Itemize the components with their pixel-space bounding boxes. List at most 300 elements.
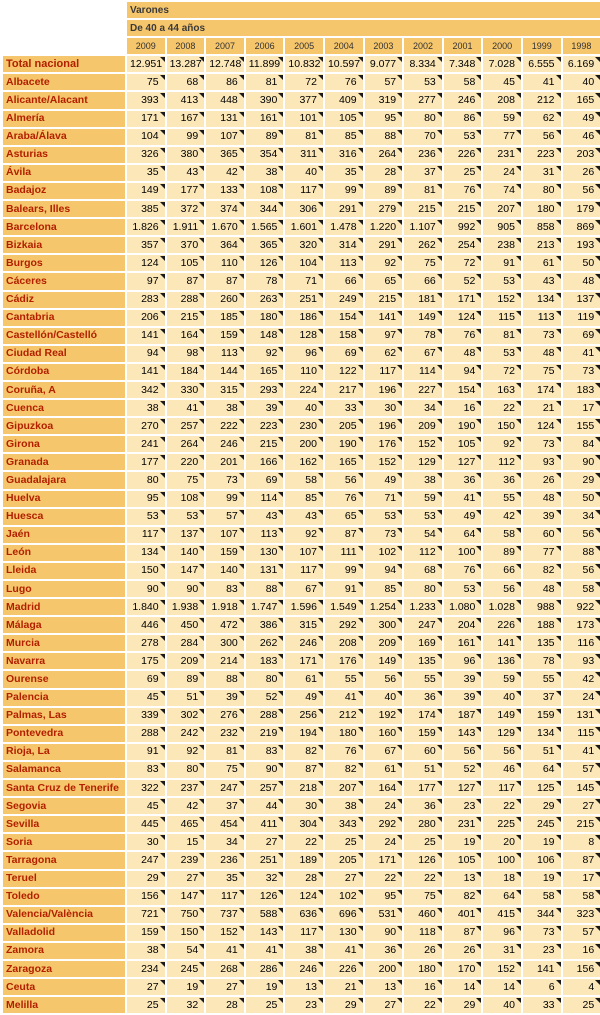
table-row [3, 581, 600, 597]
table-row [3, 762, 600, 778]
value-cell: 16 [563, 943, 600, 959]
value-cell: 7.028 [483, 56, 521, 72]
value-cell: 59 [483, 111, 521, 127]
value-cell: 94 [365, 563, 403, 579]
value-cell: 41 [563, 346, 600, 362]
value-cell: 130 [246, 545, 284, 561]
value-cell: 62 [523, 111, 561, 127]
value-cell: 83 [246, 744, 284, 760]
value-cell: 105 [325, 111, 363, 127]
value-cell: 117 [285, 183, 323, 199]
value-cell: 60 [404, 744, 442, 760]
value-cell: 23 [285, 997, 323, 1013]
value-cell: 283 [127, 292, 165, 308]
value-cell: 31 [483, 943, 521, 959]
value-cell: 164 [365, 780, 403, 796]
value-cell: 113 [206, 346, 244, 362]
value-cell: 177 [127, 454, 165, 470]
value-cell: 58 [483, 527, 521, 543]
value-cell: 53 [167, 509, 205, 525]
table-row [3, 436, 600, 452]
value-cell: 110 [206, 255, 244, 271]
value-cell: 89 [246, 129, 284, 145]
value-cell: 215 [404, 201, 442, 217]
value-cell: 152 [483, 292, 521, 308]
value-cell: 35 [325, 165, 363, 181]
value-cell: 87 [285, 762, 323, 778]
row-label: Córdoba [3, 364, 125, 380]
value-cell: 1.670 [206, 219, 244, 235]
value-cell: 129 [404, 454, 442, 470]
value-cell: 204 [444, 617, 482, 633]
value-cell: 54 [404, 527, 442, 543]
table-row [3, 907, 600, 923]
value-cell: 50 [563, 491, 600, 507]
value-cell: 40 [563, 74, 600, 90]
value-cell: 76 [325, 491, 363, 507]
value-cell: 74 [483, 183, 521, 199]
value-cell: 988 [523, 599, 561, 615]
table-row [3, 889, 600, 905]
value-cell: 77 [483, 129, 521, 145]
value-cell: 111 [325, 545, 363, 561]
value-cell: 196 [365, 382, 403, 398]
year-header: 2001 [444, 38, 482, 54]
table-row [3, 346, 600, 362]
value-cell: 85 [325, 129, 363, 145]
row-label: Palencia [3, 690, 125, 706]
value-cell: 78 [246, 273, 284, 289]
value-cell: 8.334 [404, 56, 442, 72]
row-label: Total nacional [3, 56, 125, 72]
value-cell: 365 [206, 147, 244, 163]
table-row [3, 201, 600, 217]
value-cell: 161 [444, 635, 482, 651]
value-cell: 141 [365, 310, 403, 326]
value-cell: 183 [246, 653, 284, 669]
value-cell: 117 [365, 364, 403, 380]
value-cell: 56 [444, 744, 482, 760]
value-cell: 82 [285, 744, 323, 760]
table-row [3, 328, 600, 344]
value-cell: 85 [365, 581, 403, 597]
table-row [3, 816, 600, 832]
value-cell: 36 [365, 943, 403, 959]
value-cell: 206 [127, 310, 165, 326]
row-label: León [3, 545, 125, 561]
value-cell: 55 [325, 671, 363, 687]
value-cell: 245 [523, 816, 561, 832]
value-cell: 156 [563, 961, 600, 977]
value-cell: 88 [365, 129, 403, 145]
value-cell: 162 [285, 454, 323, 470]
table-row [3, 509, 600, 525]
value-cell: 24 [365, 798, 403, 814]
value-cell: 27 [563, 798, 600, 814]
year-header: 2000 [483, 38, 521, 54]
value-cell: 454 [206, 816, 244, 832]
table-row [3, 798, 600, 814]
value-cell: 246 [285, 961, 323, 977]
value-cell: 108 [167, 491, 205, 507]
value-cell: 127 [444, 780, 482, 796]
value-cell: 76 [444, 328, 482, 344]
value-cell: 76 [325, 744, 363, 760]
value-cell: 61 [365, 762, 403, 778]
value-cell: 134 [127, 545, 165, 561]
value-cell: 27 [127, 979, 165, 995]
value-cell: 192 [365, 708, 403, 724]
value-cell: 53 [444, 581, 482, 597]
value-cell: 1.840 [127, 599, 165, 615]
value-cell: 88 [206, 671, 244, 687]
value-cell: 55 [483, 491, 521, 507]
value-cell: 66 [404, 273, 442, 289]
table-row [3, 545, 600, 561]
value-cell: 124 [523, 418, 561, 434]
value-cell: 260 [206, 292, 244, 308]
value-cell: 58 [563, 889, 600, 905]
value-cell: 75 [523, 364, 561, 380]
value-cell: 236 [404, 147, 442, 163]
value-cell: 284 [167, 635, 205, 651]
value-cell: 24 [563, 690, 600, 706]
value-cell: 134 [523, 726, 561, 742]
value-cell: 89 [483, 545, 521, 561]
value-cell: 56 [563, 563, 600, 579]
row-label: Murcia [3, 635, 125, 651]
value-cell: 696 [325, 907, 363, 923]
value-cell: 1.601 [285, 219, 323, 235]
value-cell: 91 [325, 581, 363, 597]
row-label: Castellón/Castelló [3, 328, 125, 344]
value-cell: 137 [167, 527, 205, 543]
value-cell: 127 [444, 454, 482, 470]
value-cell: 65 [365, 273, 403, 289]
table-row [3, 925, 600, 941]
value-cell: 41 [563, 744, 600, 760]
value-cell: 90 [246, 762, 284, 778]
value-cell: 13 [365, 979, 403, 995]
value-cell: 113 [523, 310, 561, 326]
value-cell: 81 [483, 328, 521, 344]
value-cell: 22 [404, 871, 442, 887]
value-cell: 76 [325, 74, 363, 90]
value-cell: 53 [483, 346, 521, 362]
value-cell: 390 [246, 92, 284, 108]
value-cell: 27 [246, 834, 284, 850]
row-label: Barcelona [3, 219, 125, 235]
value-cell: 68 [404, 563, 442, 579]
value-cell: 241 [127, 436, 165, 452]
value-cell: 71 [285, 273, 323, 289]
table-row [3, 997, 600, 1013]
row-label: Huelva [3, 491, 125, 507]
table-row [3, 418, 600, 434]
value-cell: 149 [483, 708, 521, 724]
value-cell: 326 [127, 147, 165, 163]
value-cell: 91 [127, 744, 165, 760]
value-cell: 152 [483, 961, 521, 977]
table-row [3, 111, 600, 127]
value-cell: 203 [563, 147, 600, 163]
value-cell: 23 [444, 798, 482, 814]
value-cell: 94 [444, 364, 482, 380]
value-cell: 19 [523, 871, 561, 887]
value-cell: 393 [127, 92, 165, 108]
value-cell: 80 [127, 472, 165, 488]
value-cell: 176 [325, 653, 363, 669]
value-cell: 38 [404, 472, 442, 488]
value-cell: 38 [127, 943, 165, 959]
value-cell: 183 [563, 382, 600, 398]
table-row [3, 74, 600, 90]
value-cell: 472 [206, 617, 244, 633]
value-cell: 75 [404, 889, 442, 905]
value-cell: 68 [167, 74, 205, 90]
value-cell: 41 [523, 74, 561, 90]
value-cell: 69 [325, 346, 363, 362]
value-cell: 25 [563, 997, 600, 1013]
year-header: 2008 [167, 38, 205, 54]
value-cell: 226 [444, 147, 482, 163]
value-cell: 291 [325, 201, 363, 217]
row-label: Araba/Álava [3, 129, 125, 145]
value-cell: 159 [404, 726, 442, 742]
value-cell: 247 [127, 852, 165, 868]
value-cell: 163 [483, 382, 521, 398]
row-label: Tarragona [3, 852, 125, 868]
value-cell: 26 [404, 943, 442, 959]
value-cell: 147 [167, 563, 205, 579]
value-cell: 116 [563, 635, 600, 651]
value-cell: 44 [246, 798, 284, 814]
value-cell: 57 [365, 74, 403, 90]
value-cell: 22 [483, 400, 521, 416]
value-cell: 147 [167, 889, 205, 905]
value-cell: 90 [167, 581, 205, 597]
table-row [3, 255, 600, 271]
table-row [3, 617, 600, 633]
value-cell: 1.938 [167, 599, 205, 615]
year-header: 2009 [127, 38, 165, 54]
value-cell: 88 [246, 581, 284, 597]
value-cell: 86 [206, 74, 244, 90]
value-cell: 226 [325, 961, 363, 977]
value-cell: 215 [563, 816, 600, 832]
value-cell: 89 [365, 183, 403, 199]
value-cell: 291 [365, 237, 403, 253]
value-cell: 214 [206, 653, 244, 669]
value-cell: 150 [167, 925, 205, 941]
value-cell: 150 [483, 418, 521, 434]
value-cell: 180 [523, 201, 561, 217]
table-row [3, 491, 600, 507]
value-cell: 364 [206, 237, 244, 253]
value-cell: 922 [563, 599, 600, 615]
value-cell: 105 [167, 255, 205, 271]
value-cell: 35 [206, 871, 244, 887]
value-cell: 24 [365, 834, 403, 850]
value-cell: 161 [246, 111, 284, 127]
row-label: Rioja, La [3, 744, 125, 760]
value-cell: 365 [246, 237, 284, 253]
row-label: Coruña, A [3, 382, 125, 398]
value-cell: 23 [523, 943, 561, 959]
value-cell: 37 [404, 165, 442, 181]
value-cell: 370 [167, 237, 205, 253]
value-cell: 1.565 [246, 219, 284, 235]
value-cell: 288 [127, 726, 165, 742]
value-cell: 67 [285, 581, 323, 597]
value-cell: 194 [285, 726, 323, 742]
value-cell: 170 [444, 961, 482, 977]
value-cell: 32 [167, 997, 205, 1013]
value-cell: 83 [206, 581, 244, 597]
value-cell: 249 [325, 292, 363, 308]
value-cell: 180 [325, 726, 363, 742]
value-cell: 39 [246, 400, 284, 416]
value-cell: 57 [563, 925, 600, 941]
value-cell: 169 [404, 635, 442, 651]
corner-cell [3, 38, 125, 54]
row-label: Granada [3, 454, 125, 470]
value-cell: 323 [563, 907, 600, 923]
value-cell: 36 [404, 690, 442, 706]
row-label: Lugo [3, 581, 125, 597]
table-row [3, 635, 600, 651]
value-cell: 55 [523, 671, 561, 687]
value-cell: 264 [167, 436, 205, 452]
value-cell: 92 [365, 255, 403, 271]
value-cell: 124 [285, 889, 323, 905]
value-cell: 25 [325, 834, 363, 850]
value-cell: 38 [285, 943, 323, 959]
value-cell: 992 [444, 219, 482, 235]
year-header: 2005 [285, 38, 323, 54]
value-cell: 34 [206, 834, 244, 850]
value-cell: 42 [483, 509, 521, 525]
value-cell: 34 [563, 509, 600, 525]
value-cell: 28 [285, 871, 323, 887]
table-row [3, 744, 600, 760]
table-row [3, 979, 600, 995]
year-header: 2002 [404, 38, 442, 54]
value-cell: 83 [127, 762, 165, 778]
value-cell: 69 [127, 671, 165, 687]
value-cell: 36 [444, 472, 482, 488]
table-row [3, 454, 600, 470]
value-cell: 50 [563, 255, 600, 271]
year-header: 1998 [563, 38, 600, 54]
value-cell: 165 [563, 92, 600, 108]
value-cell: 41 [325, 943, 363, 959]
row-label: Ceuta [3, 979, 125, 995]
value-cell: 81 [404, 183, 442, 199]
value-cell: 262 [404, 237, 442, 253]
value-cell: 205 [325, 852, 363, 868]
value-cell: 205 [325, 418, 363, 434]
value-cell: 78 [523, 653, 561, 669]
value-cell: 53 [483, 273, 521, 289]
value-cell: 95 [127, 491, 165, 507]
value-cell: 73 [523, 328, 561, 344]
table-subtitle: De 40 a 44 años [127, 20, 600, 36]
value-cell: 208 [325, 635, 363, 651]
row-label: Jaén [3, 527, 125, 543]
value-cell: 6.169 [563, 56, 600, 72]
value-cell: 154 [325, 310, 363, 326]
value-cell: 19 [523, 834, 561, 850]
table-row [3, 273, 600, 289]
value-cell: 57 [563, 762, 600, 778]
value-cell: 159 [206, 328, 244, 344]
value-cell: 37 [523, 690, 561, 706]
value-cell: 330 [167, 382, 205, 398]
value-cell: 108 [246, 183, 284, 199]
value-cell: 84 [563, 436, 600, 452]
value-cell: 117 [206, 889, 244, 905]
value-cell: 98 [167, 346, 205, 362]
value-cell: 124 [127, 255, 165, 271]
value-cell: 10.597 [325, 56, 363, 72]
value-cell: 22 [285, 834, 323, 850]
value-cell: 165 [246, 364, 284, 380]
row-label: Ourense [3, 671, 125, 687]
row-label: Lleida [3, 563, 125, 579]
value-cell: 24 [483, 165, 521, 181]
value-cell: 25 [444, 165, 482, 181]
value-cell: 185 [206, 310, 244, 326]
value-cell: 49 [365, 472, 403, 488]
value-cell: 7.348 [444, 56, 482, 72]
value-cell: 22 [365, 871, 403, 887]
value-cell: 314 [325, 237, 363, 253]
value-cell: 232 [206, 726, 244, 742]
table-subtitle-row [3, 20, 600, 36]
value-cell: 107 [206, 527, 244, 543]
value-cell: 27 [167, 871, 205, 887]
value-cell: 104 [285, 255, 323, 271]
value-cell: 145 [563, 780, 600, 796]
value-cell: 386 [246, 617, 284, 633]
value-cell: 135 [404, 653, 442, 669]
value-cell: 73 [523, 436, 561, 452]
table-row [3, 852, 600, 868]
value-cell: 64 [444, 527, 482, 543]
value-cell: 87 [325, 527, 363, 543]
value-cell: 93 [563, 653, 600, 669]
value-cell: 257 [167, 418, 205, 434]
value-cell: 53 [404, 509, 442, 525]
value-cell: 100 [444, 545, 482, 561]
value-cell: 58 [444, 74, 482, 90]
value-cell: 126 [246, 255, 284, 271]
value-cell: 56 [365, 671, 403, 687]
value-cell: 25 [127, 997, 165, 1013]
value-cell: 130 [325, 925, 363, 941]
value-cell: 154 [444, 382, 482, 398]
year-header: 2007 [206, 38, 244, 54]
value-cell: 40 [483, 690, 521, 706]
value-cell: 76 [444, 183, 482, 199]
value-cell: 39 [523, 509, 561, 525]
row-label: Teruel [3, 871, 125, 887]
value-cell: 92 [167, 744, 205, 760]
value-cell: 58 [285, 472, 323, 488]
value-cell: 212 [523, 92, 561, 108]
value-cell: 445 [127, 816, 165, 832]
